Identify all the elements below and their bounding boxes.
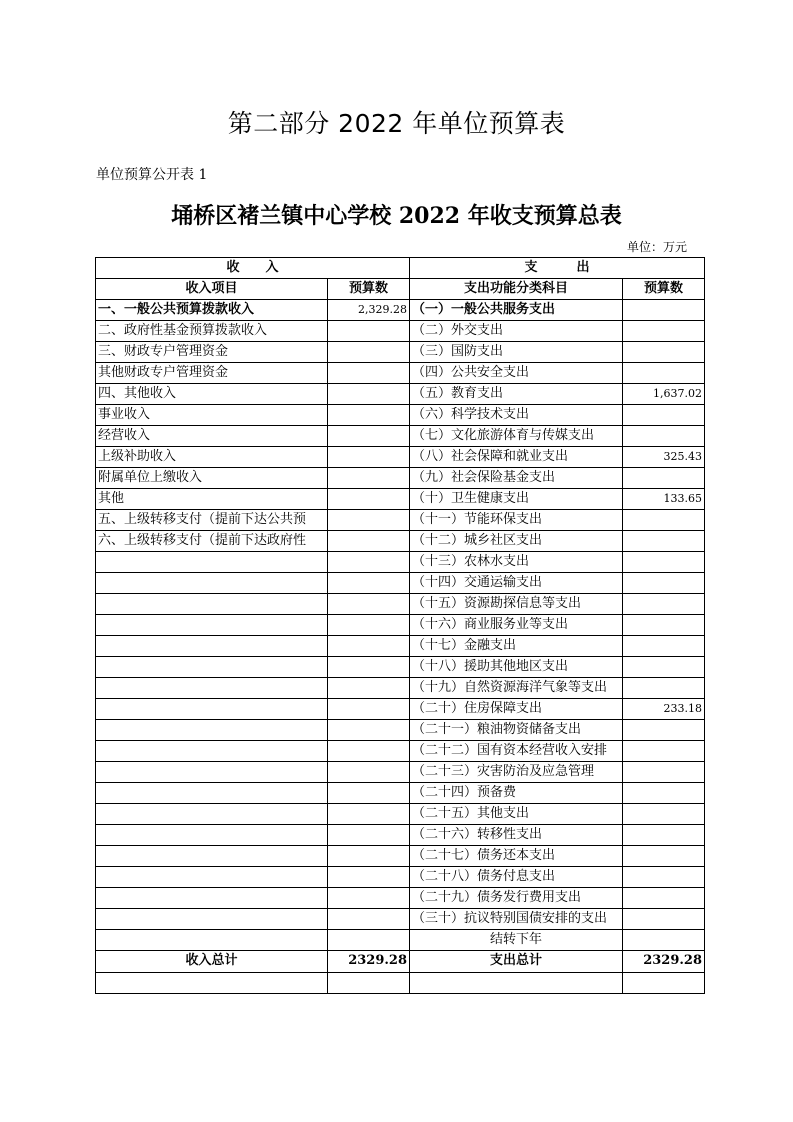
income-item-cell	[96, 846, 328, 867]
income-amount-cell	[328, 762, 410, 783]
expense-item-cell: （二十）住房保障支出	[410, 699, 623, 720]
expense-item-cell: （十四）交通运输支出	[410, 573, 623, 594]
table-row	[96, 762, 705, 783]
income-amount-cell	[328, 888, 410, 909]
income-amount-cell	[328, 783, 410, 804]
expense-item-cell: （二十三）灾害防治及应急管理	[410, 762, 623, 783]
totals-row	[96, 951, 705, 973]
table-row	[96, 363, 705, 384]
expense-amount-cell	[623, 300, 705, 321]
expense-amount-cell	[623, 678, 705, 699]
income-amount-cell	[328, 510, 410, 531]
income-item-cell	[96, 678, 328, 699]
expense-amount-cell	[623, 825, 705, 846]
expense-item-cell: （三十）抗议特别国债安排的支出	[410, 909, 623, 930]
expense-amount-cell	[623, 552, 705, 573]
income-item-cell: 其他财政专户管理资金	[96, 363, 328, 384]
table-row	[96, 447, 705, 468]
income-item-cell: 五、上级转移支付（提前下达公共预	[96, 510, 328, 531]
income-amount-cell	[328, 384, 410, 405]
expense-amount-cell: 233.18	[623, 699, 705, 720]
table-row	[96, 510, 705, 531]
income-item-cell	[96, 636, 328, 657]
income-total-value: 2329.28	[328, 951, 410, 973]
income-group-header: 收 入	[96, 258, 410, 279]
expense-amount-cell	[623, 405, 705, 426]
expense-total-label: 支出总计	[410, 951, 623, 973]
income-item-cell: 四、其他收入	[96, 384, 328, 405]
expense-amount-cell: 133.65	[623, 489, 705, 510]
table-row	[96, 405, 705, 426]
table-row	[96, 678, 705, 699]
table-number: 单位预算公开表 1	[96, 167, 208, 183]
income-item-cell	[96, 825, 328, 846]
expense-item-cell: （十二）城乡社区支出	[410, 531, 623, 552]
table-row	[96, 615, 705, 636]
income-amount-cell	[328, 825, 410, 846]
expense-amount-cell	[623, 573, 705, 594]
income-item-cell	[96, 804, 328, 825]
income-item-cell: 事业收入	[96, 405, 328, 426]
expense-item-cell: （二十一）粮油物资储备支出	[410, 720, 623, 741]
empty-cell	[96, 973, 328, 994]
income-amount-cell	[328, 699, 410, 720]
expense-item-cell: （十六）商业服务业等支出	[410, 615, 623, 636]
income-amount-cell	[328, 636, 410, 657]
expense-item-cell: （二十六）转移性支出	[410, 825, 623, 846]
income-amount-cell	[328, 468, 410, 489]
expense-item-cell: （十一）节能环保支出	[410, 510, 623, 531]
income-item-cell: 三、财政专户管理资金	[96, 342, 328, 363]
income-item-cell: 六、上级转移支付（提前下达政府性	[96, 531, 328, 552]
expense-item-cell: （二十二）国有资本经营收入安排	[410, 741, 623, 762]
income-amount-cell	[328, 804, 410, 825]
expense-item-cell: （二）外交支出	[410, 321, 623, 342]
expense-amount-cell: 325.43	[623, 447, 705, 468]
income-amount-cell	[328, 657, 410, 678]
income-item-cell	[96, 867, 328, 888]
table-row	[96, 636, 705, 657]
expense-item-cell: （八）社会保障和就业支出	[410, 447, 623, 468]
income-amount-cell	[328, 594, 410, 615]
income-amount-cell	[328, 531, 410, 552]
expense-item-cell: 结转下年	[410, 930, 623, 951]
expense-amount-cell	[623, 804, 705, 825]
header-row-group	[96, 258, 705, 279]
table-row	[96, 825, 705, 846]
table-row	[96, 657, 705, 678]
income-item-cell	[96, 909, 328, 930]
expense-amount-cell	[623, 615, 705, 636]
expense-item-cell: （十三）农林水支出	[410, 552, 623, 573]
expense-amount-cell	[623, 594, 705, 615]
table-row	[96, 426, 705, 447]
table-row	[96, 699, 705, 720]
table-row	[96, 489, 705, 510]
income-item-cell	[96, 762, 328, 783]
budget-table	[95, 257, 705, 994]
income-amount-cell	[328, 426, 410, 447]
empty-cell	[328, 973, 410, 994]
table-row	[96, 930, 705, 951]
income-item-cell	[96, 888, 328, 909]
income-item-cell: 其他	[96, 489, 328, 510]
expense-item-cell: （十）卫生健康支出	[410, 489, 623, 510]
expense-amount-cell	[623, 846, 705, 867]
expense-amount-cell	[623, 888, 705, 909]
table-row	[96, 867, 705, 888]
expense-amount-cell	[623, 363, 705, 384]
empty-row	[96, 973, 705, 994]
expense-amount-cell	[623, 741, 705, 762]
table-row	[96, 741, 705, 762]
part-title: 第二部分 2022 年单位预算表	[227, 109, 566, 138]
expense-item-cell: （二十五）其他支出	[410, 804, 623, 825]
income-item-cell	[96, 930, 328, 951]
table-row	[96, 804, 705, 825]
income-item-cell	[96, 657, 328, 678]
table-row	[96, 384, 705, 405]
income-item-header: 收入项目	[96, 279, 328, 300]
empty-cell	[410, 973, 623, 994]
income-item-cell: 附属单位上缴收入	[96, 468, 328, 489]
expense-item-cell: （二十四）预备费	[410, 783, 623, 804]
page-title: 埇桥区褚兰镇中心学校 2022 年收支预算总表	[171, 203, 622, 229]
income-amount-cell	[328, 867, 410, 888]
income-amount-cell	[328, 447, 410, 468]
income-amount-cell	[328, 363, 410, 384]
table-row	[96, 594, 705, 615]
income-amount-cell	[328, 405, 410, 426]
header-row-columns	[96, 279, 705, 300]
table-row	[96, 720, 705, 741]
expense-item-header: 支出功能分类科目	[410, 279, 623, 300]
income-amount-cell	[328, 741, 410, 762]
expense-item-cell: （二十九）债务发行费用支出	[410, 888, 623, 909]
expense-item-cell: （十九）自然资源海洋气象等支出	[410, 678, 623, 699]
expense-group-header: 支 出	[410, 258, 705, 279]
income-item-cell	[96, 720, 328, 741]
expense-item-cell: （五）教育支出	[410, 384, 623, 405]
income-item-cell	[96, 573, 328, 594]
income-item-cell: 一、一般公共预算拨款收入	[96, 300, 328, 321]
expense-item-cell: （七）文化旅游体育与传媒支出	[410, 426, 623, 447]
expense-item-cell: （十七）金融支出	[410, 636, 623, 657]
income-amount-cell	[328, 678, 410, 699]
income-amount-cell	[328, 909, 410, 930]
income-item-cell: 二、政府性基金预算拨款收入	[96, 321, 328, 342]
expense-item-cell: （十五）资源勘探信息等支出	[410, 594, 623, 615]
table-row	[96, 300, 705, 321]
table-row	[96, 573, 705, 594]
expense-amount-cell	[623, 636, 705, 657]
income-amount-cell	[328, 720, 410, 741]
table-row	[96, 552, 705, 573]
income-amount-cell	[328, 552, 410, 573]
income-total-label: 收入总计	[96, 951, 328, 973]
income-item-cell	[96, 615, 328, 636]
expense-amount-cell	[623, 867, 705, 888]
empty-cell	[623, 973, 705, 994]
income-amount-cell	[328, 846, 410, 867]
expense-amount-cell	[623, 657, 705, 678]
table-row	[96, 342, 705, 363]
income-amount-cell	[328, 930, 410, 951]
income-item-cell	[96, 741, 328, 762]
expense-amount-cell	[623, 468, 705, 489]
expense-item-cell: （一）一般公共服务支出	[410, 300, 623, 321]
expense-amount-cell	[623, 321, 705, 342]
income-amount-cell	[328, 573, 410, 594]
table-row	[96, 531, 705, 552]
income-item-cell	[96, 699, 328, 720]
expense-total-value: 2329.28	[623, 951, 705, 973]
expense-amount-cell	[623, 720, 705, 741]
expense-item-cell: （四）公共安全支出	[410, 363, 623, 384]
income-amount-cell	[328, 321, 410, 342]
expense-amount-cell	[623, 531, 705, 552]
expense-amount-cell	[623, 909, 705, 930]
expense-item-cell: （九）社会保险基金支出	[410, 468, 623, 489]
expense-item-cell: （二十八）债务付息支出	[410, 867, 623, 888]
income-item-cell: 上级补助收入	[96, 447, 328, 468]
expense-amount-cell	[623, 342, 705, 363]
income-item-cell: 经营收入	[96, 426, 328, 447]
table-row	[96, 468, 705, 489]
expense-amount-header: 预算数	[623, 279, 705, 300]
income-item-cell	[96, 594, 328, 615]
table-row	[96, 909, 705, 930]
table-row	[96, 783, 705, 804]
expense-amount-cell	[623, 783, 705, 804]
table-row	[96, 321, 705, 342]
income-amount-cell	[328, 615, 410, 636]
expense-item-cell: （六）科学技术支出	[410, 405, 623, 426]
income-amount-header: 预算数	[328, 279, 410, 300]
income-item-cell	[96, 783, 328, 804]
income-amount-cell	[328, 342, 410, 363]
table-row	[96, 846, 705, 867]
income-amount-cell: 2,329.28	[328, 300, 410, 321]
expense-amount-cell: 1,637.02	[623, 384, 705, 405]
income-amount-cell	[328, 489, 410, 510]
expense-amount-cell	[623, 426, 705, 447]
expense-amount-cell	[623, 930, 705, 951]
expense-amount-cell	[623, 762, 705, 783]
expense-item-cell: （十八）援助其他地区支出	[410, 657, 623, 678]
expense-item-cell: （二十七）债务还本支出	[410, 846, 623, 867]
expense-item-cell: （三）国防支出	[410, 342, 623, 363]
expense-amount-cell	[623, 510, 705, 531]
table-row	[96, 888, 705, 909]
income-item-cell	[96, 552, 328, 573]
unit-label: 单位：万元	[627, 240, 688, 254]
